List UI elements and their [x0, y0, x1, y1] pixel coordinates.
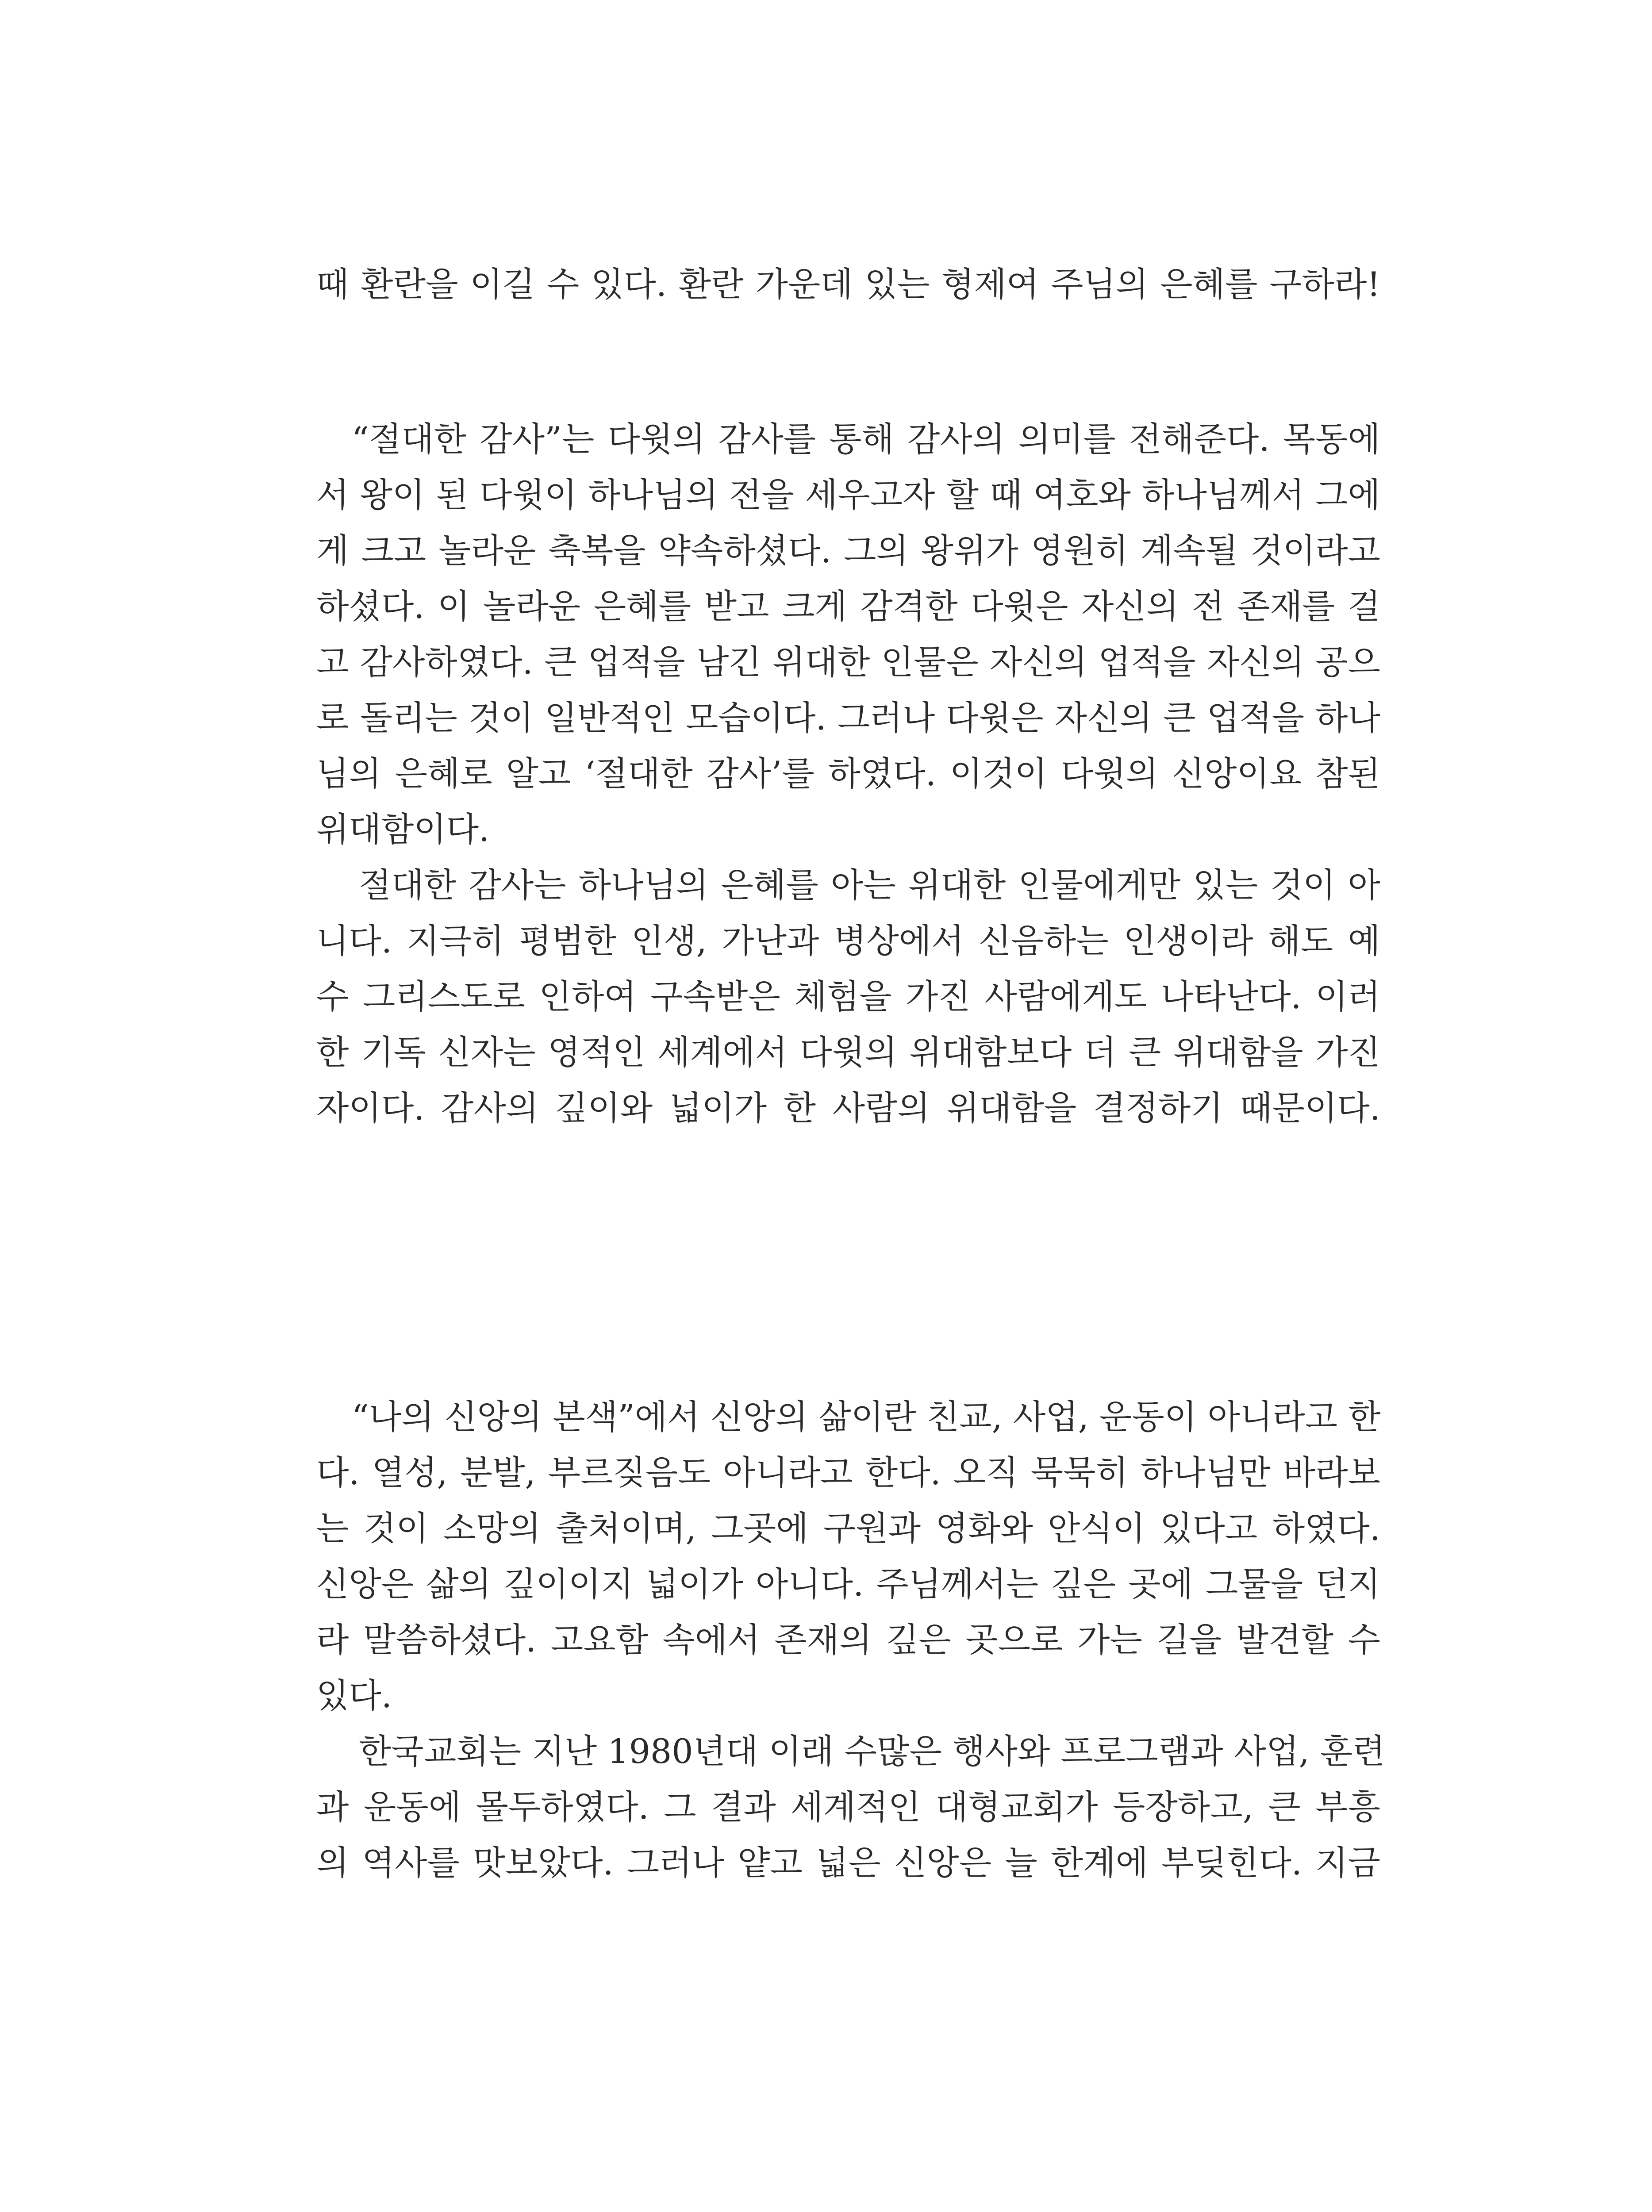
- text-line: 과 운동에 몰두하였다. 그 결과 세계적인 대형교회가 등장하고, 큰 부흥: [316, 1787, 1380, 1827]
- paragraph-absolute-gratitude: [316, 411, 1380, 857]
- text-line: 절대한 감사는 하나님의 은혜를 아는 위대한 인물에게만 있는 것이 아: [359, 865, 1380, 905]
- text-line: 수 그리스도로 인하여 구속받은 체험을 가진 사람에게도 나타난다. 이러: [316, 977, 1380, 1016]
- text-line: 신앙은 삶의 깊이이지 넓이가 아니다. 주님께서는 깊은 곳에 그물을 던지: [316, 1564, 1380, 1604]
- text-line: “나의 신앙의 본색”에서 신앙의 삶이란 친교, 사업, 운동이 아니라고 한: [352, 1397, 1381, 1436]
- text-line: 하셨다. 이 놀라운 은혜를 받고 크게 감격한 다윗은 자신의 전 존재를 걸: [316, 587, 1380, 626]
- text-line: 때 환란을 이길 수 있다. 환란 가운데 있는 형제여 주님의 은혜를 구하라!: [316, 265, 1380, 304]
- text-line: 라 말씀하셨다. 고요함 속에서 존재의 깊은 곳으로 가는 길을 발견할 수: [316, 1620, 1380, 1659]
- text-line: 로 돌리는 것이 일반적인 모습이다. 그러나 다윗은 자신의 큰 업적을 하나: [316, 698, 1380, 737]
- body-text-top: [316, 257, 1380, 312]
- paragraph-true-colors-of-faith: [316, 1389, 1380, 1724]
- text-line: “절대한 감사”는 다윗의 감사를 통해 감사의 의미를 전해준다. 목동에: [352, 419, 1380, 459]
- text-line: 위대함이다.: [316, 810, 490, 849]
- text-line: 다. 열성, 분발, 부르짖음도 아니라고 한다. 오직 묵묵히 하나님만 바라보: [316, 1453, 1380, 1492]
- text-line: 있다.: [316, 1676, 392, 1715]
- body-text-bottom: [316, 1389, 1385, 1891]
- text-line: 게 크고 놀라운 축복을 약속하셨다. 그의 왕위가 영원히 계속될 것이라고: [316, 531, 1380, 570]
- text-line: 한국교회는 지난 1980년대 이래 수많은 행사와 프로그램과 사업, 훈련: [359, 1732, 1385, 1771]
- body-text-middle: [316, 411, 1380, 1136]
- text-line: 한 기독 신자는 영적인 세계에서 다윗의 위대함보다 더 큰 위대함을 가진: [316, 1033, 1380, 1072]
- paragraph-korean-church: [316, 1724, 1385, 1891]
- text-line: 고 감사하였다. 큰 업적을 남긴 위대한 인물은 자신의 업적을 자신의 공으: [316, 642, 1380, 682]
- text-line: 의 역사를 맛보았다. 그러나 얕고 넓은 신앙은 늘 한계에 부딪힌다. 지금: [316, 1843, 1380, 1882]
- text-line: 서 왕이 된 다윗이 하나님의 전을 세우고자 할 때 여호와 하나님께서 그에: [316, 475, 1380, 515]
- text-line: 님의 은혜로 알고 ‘절대한 감사’를 하였다. 이것이 다윗의 신앙이요 참된: [316, 754, 1380, 793]
- text-line: 니다. 지극히 평범한 인생, 가난과 병상에서 신음하는 인생이라 해도 예: [316, 921, 1380, 960]
- text-line: 자이다. 감사의 깊이와 넓이가 한 사람의 위대함을 결정하기 때문이다.: [316, 1088, 1380, 1128]
- paragraph-gratitude-believers: [316, 857, 1380, 1136]
- text-line: 는 것이 소망의 출처이며, 그곳에 구원과 영화와 안식이 있다고 하였다.: [316, 1509, 1380, 1548]
